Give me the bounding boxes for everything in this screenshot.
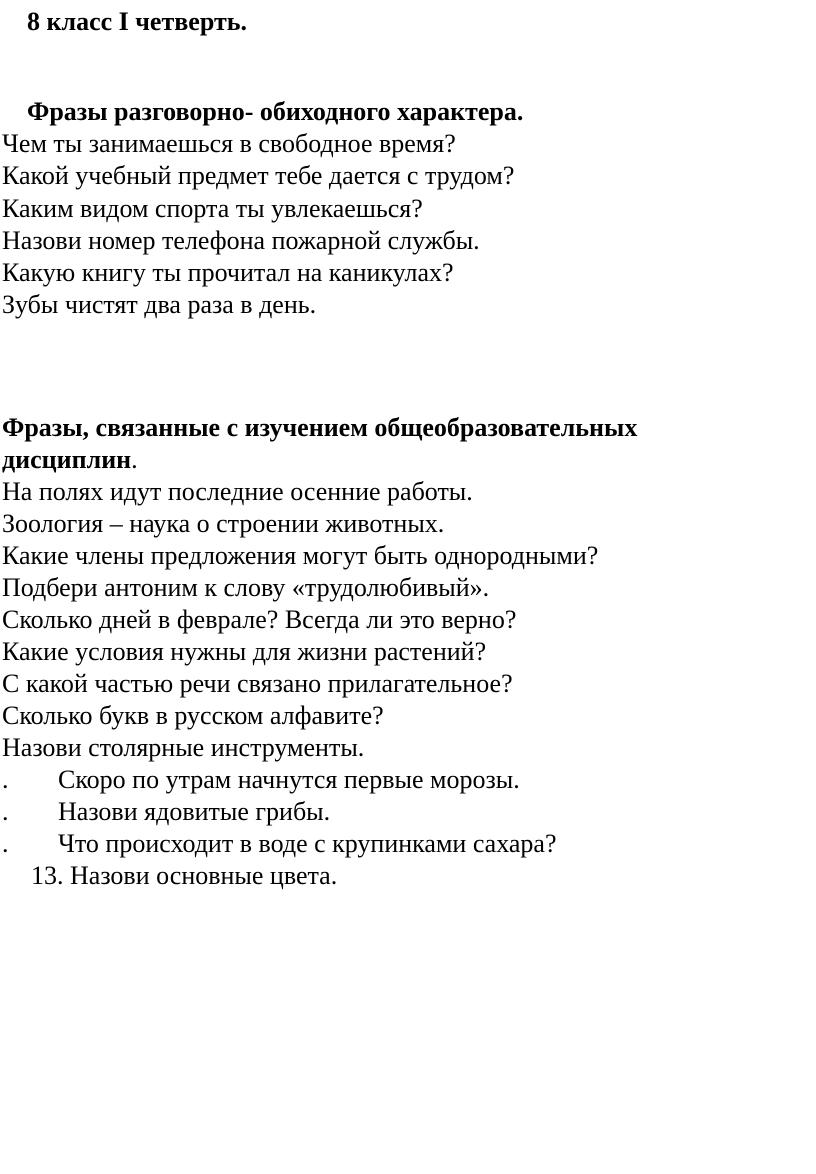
list-item: Какие члены предложения могут быть однородными? (2, 541, 599, 570)
section1-heading: Фразы разговорно- обиходного характера. (27, 97, 524, 126)
list-item: Сколько дней в феврале? Всегда ли это верно? (2, 605, 517, 634)
section2-heading-word: дисциплин (2, 445, 132, 474)
list-marker: . (2, 765, 9, 794)
list-marker: . (2, 829, 9, 858)
list-item-text: Скоро по утрам начнутся первые морозы. (58, 765, 520, 794)
list-item: Назови столярные инструменты. (2, 733, 365, 762)
numbered-item (2, 828, 557, 860)
list-item: На полях идут последние осенние работы. (2, 477, 473, 506)
numbered-item (2, 796, 330, 828)
list-item: Каким видом спорта ты увлекаешься? (2, 194, 423, 223)
list-item: Какую книгу ты прочитал на каникулах? (2, 258, 454, 287)
list-item: С какой частью речи связано прилагательное? (2, 669, 513, 698)
numbered-item: 13. Назови основные цвета. (31, 861, 338, 890)
list-item: Назови номер телефона пожарной службы. (2, 226, 480, 255)
list-item: Подбери антоним к слову «трудолюбивый». (2, 573, 490, 602)
list-item-text: Назови ядовитые грибы. (58, 797, 331, 826)
section2-heading-continuation (2, 444, 138, 476)
section2-heading: Фразы, связанные с изучением общеобразовательных (2, 413, 638, 442)
list-item: Сколько букв в русском алфавите? (2, 701, 384, 730)
list-item: Чем ты занимаешься в свободное время? (2, 129, 456, 158)
list-item: Какой учебный предмет тебе дается с трудом? (2, 161, 515, 190)
page-title: 8 класс I четверть. (27, 7, 247, 36)
numbered-item (2, 764, 520, 796)
list-item: Какие условия нужны для жизни растений? (2, 637, 487, 666)
list-marker: . (2, 797, 9, 826)
list-item-text: Что происходит в воде с крупинками сахара? (58, 829, 557, 858)
list-item: Зоология – наука о строении животных. (2, 509, 445, 538)
list-item: Зубы чистят два раза в день. (2, 290, 317, 319)
section2-heading-period: . (131, 445, 138, 474)
